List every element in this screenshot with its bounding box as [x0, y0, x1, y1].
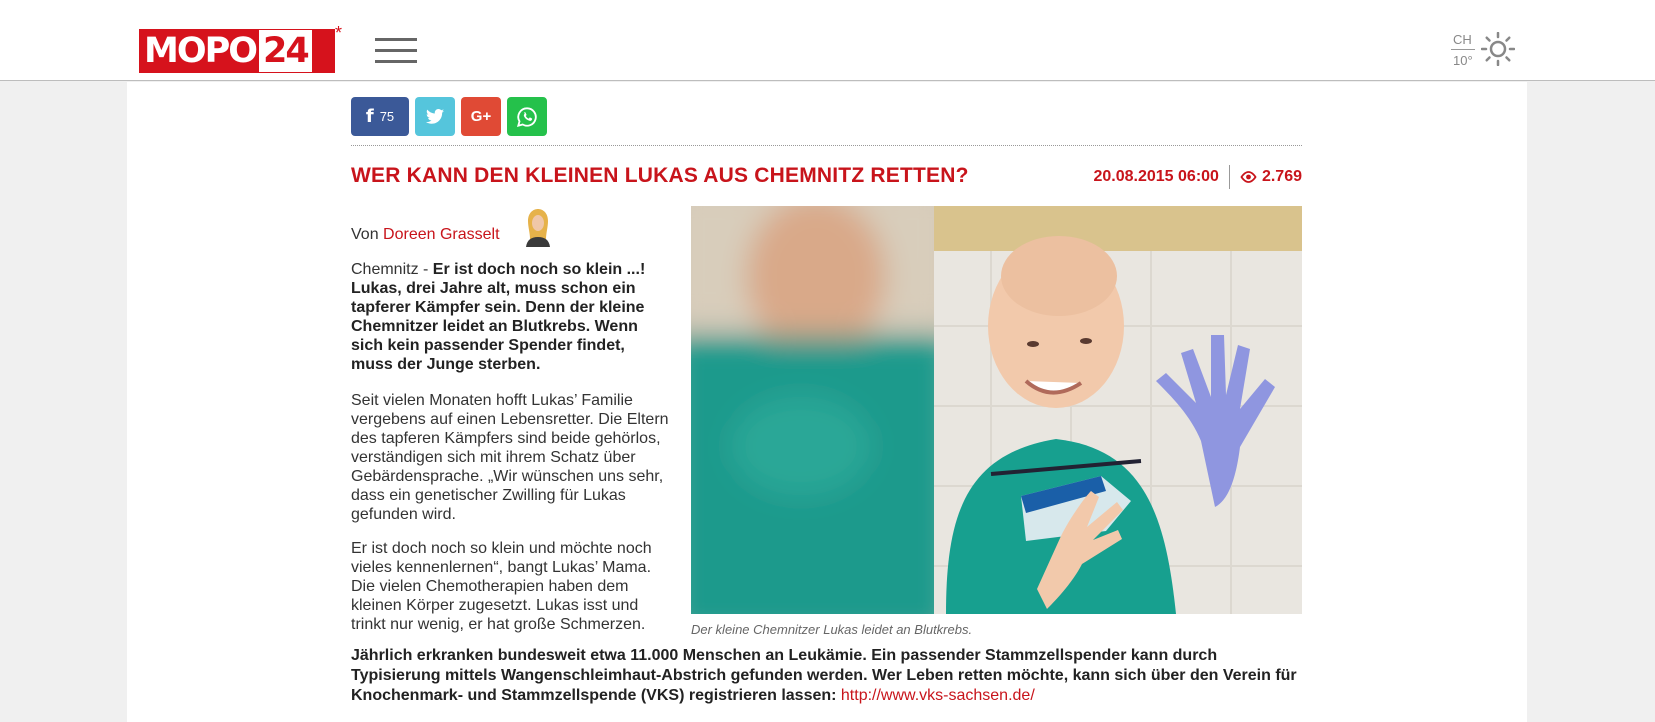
logo-text: MOPO	[144, 31, 256, 71]
googleplus-icon: G+	[470, 108, 492, 125]
article-author	[351, 226, 500, 244]
article-info-paragraph	[351, 646, 1311, 706]
article-meta	[1094, 165, 1303, 189]
whatsapp-icon	[516, 106, 538, 128]
googleplus-share-button[interactable]	[461, 97, 501, 136]
menu-icon[interactable]	[375, 38, 417, 66]
article-paragraph-3: Er ist doch noch so klein und möchte noch vieles kennenlernen“, bangt Lukas’ Mama. Die vielen Chemotherapien haben dem kleinen Körper zugesetzt. Lukas isst und trinkt nur wenig, er hat große Schmerzen.	[351, 540, 652, 633]
article-title: WER KANN DEN KLEINEN LUKAS AUS CHEMNITZ RETTEN?	[351, 164, 969, 187]
author-avatar[interactable]	[520, 207, 554, 247]
weather-temperature: 10°	[1453, 53, 1473, 68]
author-name-link[interactable]: Doreen Grasselt	[383, 226, 500, 243]
photo-caption: Der kleine Chemnitzer Lukas leidet an Blutkrebs.	[691, 622, 973, 637]
intro-location: Chemnitz -	[351, 261, 433, 278]
author-prefix: Von	[351, 226, 379, 243]
facebook-share-button[interactable]	[351, 97, 409, 136]
vks-link[interactable]: http://www.vks-sachsen.de/	[840, 687, 1035, 704]
article-paragraph-2: Seit vielen Monaten hofft Lukas’ Familie vergebens auf einen Lebensretter. Die Eltern des tapferen Kämpfers sind beide gehörlos, verständigen sich mit ihrem Schatz über Gebärdensprache. „Wir wünschen uns sehr, dass ein genetischer Zwilling für Lukas gefunden wird.	[351, 392, 669, 523]
share-bar	[351, 97, 547, 136]
info-text: Jährlich erkranken bundesweit etwa 11.000 Menschen an Leukämie. Ein passender Stammzellspender kann durch Typisierung mittels Wangenschleimhaut-Abstrich gefunden werden. Wer Leben retten möchte, kann sich über den Verein für Knochenmark- und Stammzellspende (VKS) registrieren lassen:	[351, 647, 1297, 704]
whatsapp-share-button[interactable]	[507, 97, 547, 136]
logo-star: *	[335, 23, 343, 43]
twitter-share-button[interactable]	[415, 97, 455, 136]
facebook-icon: f	[365, 106, 374, 127]
article-date: 20.08.2015 06:00	[1093, 168, 1219, 185]
facebook-share-count: 75	[379, 109, 395, 124]
article-intro	[351, 260, 671, 374]
twitter-icon	[426, 109, 444, 124]
article-photo[interactable]	[691, 206, 1302, 614]
weather-city: CH	[1453, 32, 1472, 47]
sun-icon	[1481, 32, 1515, 66]
site-header	[0, 0, 1655, 81]
weather-widget[interactable]	[1447, 30, 1517, 72]
eye-icon	[1240, 171, 1257, 183]
share-divider	[351, 145, 1302, 146]
article-views: 2.769	[1261, 168, 1302, 185]
mopo24-logo[interactable]	[139, 29, 335, 73]
logo-number: 24	[259, 30, 312, 72]
intro-lead: Er ist doch noch so klein ...! Lukas, drei Jahre alt, muss schon ein tapferer Kämpfer sein. Denn der kleine Chemnitzer leidet an Blutkrebs. Wenn sich kein passender Spender findet, muss der Junge sterben.	[351, 261, 646, 373]
